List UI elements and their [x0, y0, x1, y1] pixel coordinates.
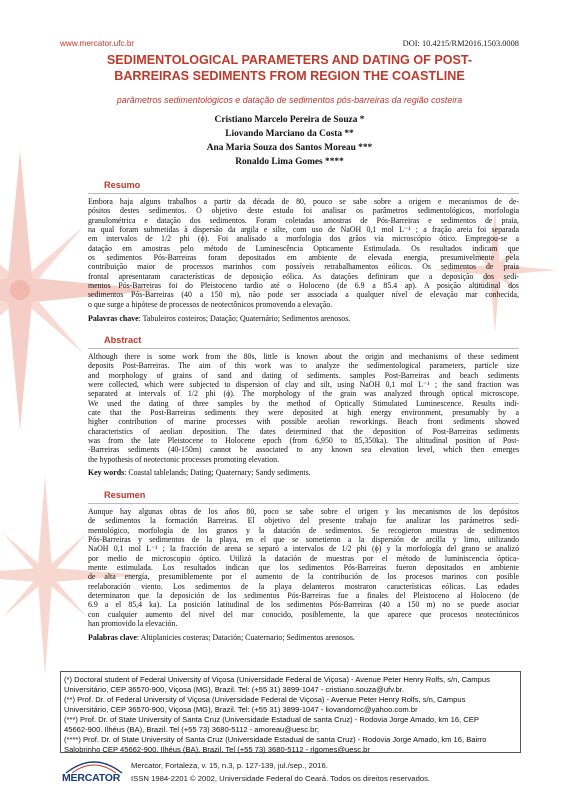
- paragraph-line: separated at intervals of 1/2 phi (ϕ). The morphology of the grain was analyzed through optical microscope.: [88, 389, 519, 399]
- paragraph-line: deposits Post-Barreiras. The aim of this work was to analyze the sedimentological parameters, particle size: [88, 361, 519, 371]
- author-name: Cristiano Marcelo Pereira de Souza *: [214, 115, 365, 125]
- keywords-text: : Altiplanicies costeras; Datación; Cuaternario; Sedimentos arenosos.: [136, 633, 355, 642]
- author-name: Liovando Marciano da Costa **: [225, 129, 354, 139]
- abstract-paragraph: [88, 352, 519, 464]
- paper-title-line: BARREIRAS SEDIMENTS FROM REGION THE COASTLINE: [114, 68, 465, 83]
- paragraph-line: mente estimulada. Los resultados indican que los sedimentos Pós-Barreiras fueron depositados en ambiente: [88, 563, 519, 573]
- paragraph-line: -Barreiras sediments (40-150m) cannot be associated to any known sea elevation level, which then emerges: [88, 445, 519, 455]
- paragraph-line: mentológico, morfología de los granos y la datación de sedimentos. Se recogieron muestras de sedimentos: [88, 525, 519, 535]
- paper-title: [60, 53, 519, 84]
- paragraph-line: Pós-Barreiras y sedimentos de la playa, en el que se sometieron a la dispersión de arcilla y limo, utilizando: [88, 535, 519, 545]
- resumo-paragraph: [88, 197, 519, 309]
- resumen-keywords: [88, 633, 519, 642]
- paper-subtitle: parâmetros sedimentológicos e datação de sedimentos pós-barreiras da região costeira: [116, 95, 463, 105]
- paragraph-line: por medio de microscopio óptico. Utilizó la datación de muestras por el método de luminiscencia óptica-: [88, 553, 519, 563]
- paragraph-line: reelaboración viento. Los sedimentos de la playa delanteros mostraron características eólicas. Las edades: [88, 581, 519, 591]
- paragraph-line: frontal apresentaram características de deposição eólica. As datações definiram que a deposição dos sedi-: [88, 271, 519, 281]
- resumen-paragraph: [88, 507, 519, 628]
- section-heading-resumen: Resumen: [104, 490, 146, 500]
- footnote-line: 45662-900. Ilhéus (BA), Brazil. Tel (+55 73) 3680-5112 - amoreau@uesc.br;: [64, 725, 319, 734]
- section-heading-abstract: Abstract: [104, 335, 142, 345]
- paragraph-line: de alta energía, presumiblemente por el aumento de la contribución de los procesos marinos con posible: [88, 572, 519, 582]
- paragraph-line: granulométrica e datação dos sedimentos. Foram coletadas amostras de Pós-Barreiras e sedimentos de praia,: [88, 215, 519, 225]
- paragraph-line: determinaron que la deposición de los sedimentos Pós-Barreiras fue a finales del Pleistoceno al Holoceno (de: [88, 591, 519, 601]
- logo-text: MERCATOR: [62, 772, 121, 784]
- mercator-logo: [62, 755, 126, 787]
- paragraph-line: han promovido la elevación.: [88, 619, 178, 629]
- keywords-text: : Tabuleiros costeiros; Datação; Quaternário; Sedimentos arenosos.: [138, 314, 351, 323]
- paragraph-line: pósitos destes sedimentos. O objetivo deste estudo foi analisar os parâmetros sedimentológicos, morfologia: [88, 206, 519, 216]
- paragraph-line: and morphology of grains of sand and dating of sediments. samples Post-Barreiras and beach sediments: [88, 370, 519, 380]
- paragraph-line: characteristics of aeolian deposition. The dates determined that the deposition of Post-Barreiras sediments: [88, 426, 519, 436]
- keywords-label: Palabras clave: [88, 633, 137, 642]
- author-name: Ronaldo Lima Gomes ****: [235, 157, 344, 167]
- paragraph-line: was from the late Pleistocene to Holocene epoch (from 6,950 to 85,350ka). The altitudinal position of Post-: [88, 436, 519, 446]
- paragraph-line: em intervalos de 1/2 phi (ϕ). Foi analisado a morfologia dos grãos via microscópio ótico. Empregou-se a: [88, 234, 519, 244]
- abstract-keywords: [88, 468, 519, 477]
- paragraph-line: Although there is some work from the 80s, little is known about the origin and mechanisms of these sediment: [88, 352, 519, 361]
- paper-title-line: SEDIMENTOLOGICAL PARAMETERS AND DATING OF POST-: [106, 53, 473, 67]
- paragraph-line: We used the dating of three samples by the method of Optically Stimulated Luminescence. Results indi-: [88, 398, 519, 408]
- paragraph-line: na qual foram submetidas à dispersão da argila e silte, com uso de NaOH 0,1 mol L⁻¹ ; a fração areia foi separada: [88, 225, 519, 235]
- doi: DOI: 10.4215/RM2016.1503.0008: [402, 39, 519, 48]
- citation-line: Mercator, Fortaleza, v. 15, n.3, p. 127-139, jul./sep., 2016.: [131, 761, 328, 770]
- paragraph-line: the hypothesis of neotectonic processes promoting elevation.: [88, 454, 280, 464]
- author-footnotes: [64, 675, 514, 755]
- paragraph-line: de sedimentos la formación Barreiras. El objetivo del presente trabajo fue analizar los parámetros sedi-: [88, 516, 519, 526]
- footnote-line: Universitário, CEP 36570-900, Viçosa (MG), Brazil. Tel: (+55 31) 3899-1047 - cristiano.souza@ufv.br.: [64, 685, 404, 694]
- keywords-label: Palavras chave: [88, 314, 139, 323]
- footnote-line: (**) Prof. Dr. of Federal University of Viçosa (Universidade Federal de Viçosa) - Avenue Peter Henry Rolfs, s/n, Campus: [64, 695, 466, 704]
- section-heading-resumo: Resumo: [104, 180, 141, 190]
- journal-url[interactable]: www.mercator.ufc.br: [60, 39, 135, 48]
- keywords-text: : Coastal tablelands; Dating; Quaternary; Sandy sediments.: [124, 468, 311, 477]
- paragraph-line: o que surge a hipótese de processos de neotectônicos promovendo a elevação.: [88, 299, 333, 309]
- footnote-line: (*) Doctoral student of Federal University of Viçosa (Universidade Federal de Viçosa) - Avenue Peter Henry Rolfs, s/n, Campus: [64, 675, 490, 684]
- paragraph-line: NaOH 0,1 mol L⁻¹ ; la fracción de arena se separó a intervalos de 1/2 phi (ϕ) y la morfología del grano se analizó: [88, 544, 519, 554]
- section-divider: [88, 348, 519, 349]
- paragraph-line: were collected, which were subjected to dispersion of clay and silt, using NaOH 0,1 mol L⁻¹ ; the sand fraction was: [88, 380, 519, 390]
- footnote-line: (***) Prof. Dr. of State University of Santa Cruz (Universidade Estadual de santa Cruz) - Rodovia Jorge Amado, km 16, CEP: [64, 715, 479, 724]
- paragraph-line: datação em amostras pelo método de Luminescência Opticamente Estimulada. Os resultados indicam que: [88, 243, 519, 253]
- keywords-label: Key words: [88, 468, 125, 477]
- paragraph-line: mentos Pós-Barreiras foi do Pleistoceno tardio até o Holoceno (de 6.9 a 85.4 ap). A posição altitudinal dos: [88, 281, 519, 291]
- copyright-line: ISSN 1984-2201 © 2002, Universidade Federal do Ceará. Todos os direitos reservados.: [131, 774, 431, 783]
- footnote-line: Universitário, CEP 36570-900, Viçosa (MG), Brazil. Tel: (+55 31) 3899-1047 - liovandomc@yahoo.com.br: [64, 705, 418, 714]
- paragraph-line: Aunque hay algunas obras de los años 80, poco se sabe sobre el origen y los mecanismos de los depósitos: [88, 507, 519, 516]
- footnote-line: (****) Prof. Dr. of State University of Santa Cruz (Universidade Estadual de santa Cruz) - Rodovia Jorge Amado, km 16, Bairro: [64, 735, 487, 744]
- section-divider: [88, 193, 519, 194]
- paragraph-line: cate that the Post-Barreiras sediments they were deposited at high energy environment, presumably by a: [88, 408, 519, 418]
- author-name: Ana Maria Souza dos Santos Moreau ***: [206, 143, 373, 153]
- footnote-line: Salobrinho CEP 45662-900. Ilhéus (BA), Brazil. Tel (+55 73) 3680-5112 - rlgomes@uesc.br: [64, 745, 370, 754]
- paragraph-line: sedimentos Pós-Barreiras (40 a 150 m), não pode ser associada a qualquer nível de elevação mar conhecida,: [88, 290, 519, 300]
- resumo-keywords: [88, 314, 519, 323]
- paragraph-line: higher contribution of marine processes with possible aeolian reworkings. Beach front sediments showed: [88, 417, 519, 427]
- paragraph-line: contribuição maior de processos marinhos com possíveis retrabalhamentos eólicos. Os sedimentos de praia: [88, 262, 519, 272]
- section-divider: [88, 503, 519, 504]
- paragraph-line: os sedimentos Pós-Barreiras foram depositados em ambiente de elevada energia, presumivelmente pela: [88, 253, 519, 263]
- paragraph-line: Embora haja alguns trabalhos a partir da década de 80, pouco se sabe sobre a origem e mecanismos de de-: [88, 197, 519, 206]
- paragraph-line: con cualquier aumento del nivel del mar conocido, posiblemente, la que aparece que procesos neotectónicos: [88, 609, 519, 619]
- paragraph-line: 6.9 a el 85,4 ka). La posición latitudinal de los sedimentos Pós-Barreiras (40 a 150 m) no se puede asociar: [88, 600, 519, 610]
